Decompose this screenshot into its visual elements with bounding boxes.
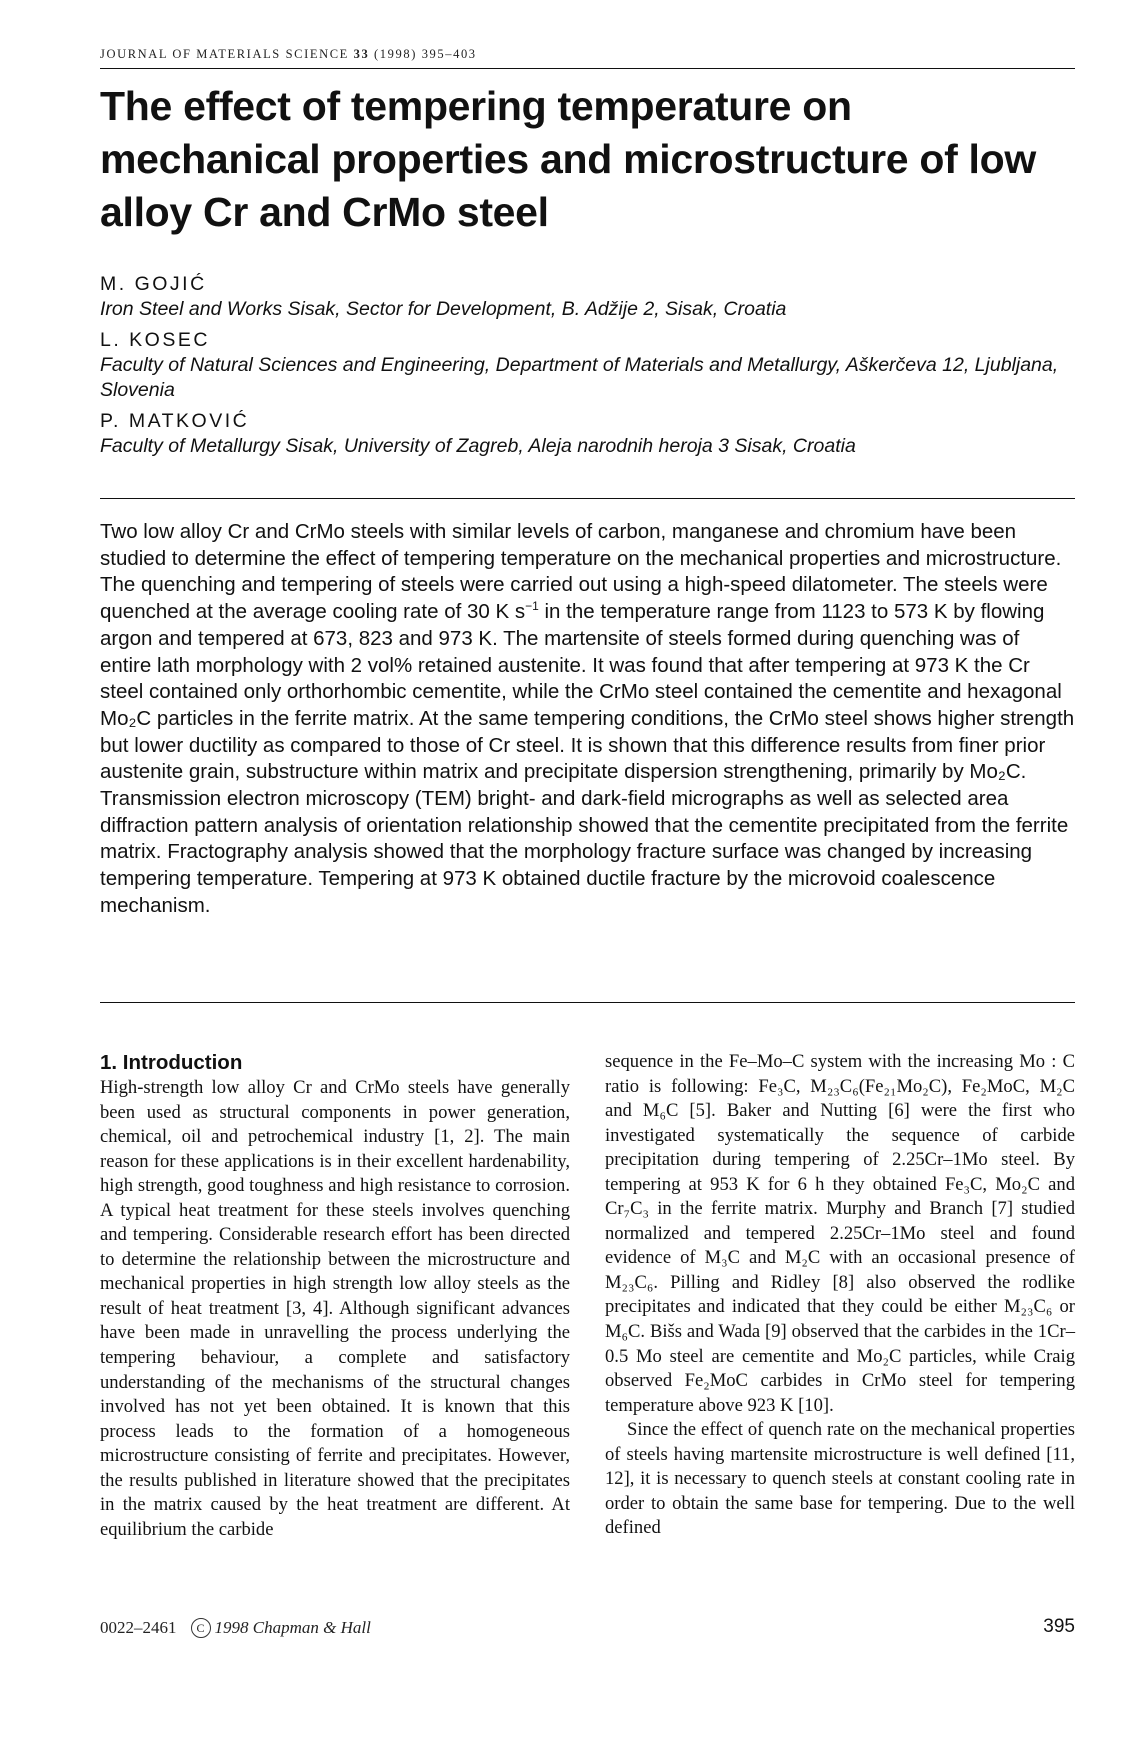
author-name: P. MATKOVIĆ	[100, 410, 250, 432]
author-name: M. GOJIĆ	[100, 273, 207, 295]
author-affiliation: Faculty of Metallurgy Sisak, University of Zagreb, Aleja narodnih heroja 3 Sisak, Croatia	[100, 435, 856, 457]
header-divider	[100, 68, 1075, 69]
abstract-superscript: −1	[525, 599, 539, 614]
author-block	[100, 272, 1075, 459]
issn: 0022–2461	[100, 1618, 177, 1637]
journal-volume: 33	[353, 47, 370, 61]
copyright-icon: C	[191, 1618, 211, 1638]
section-heading: 1. Introduction	[100, 1051, 243, 1074]
journal-year-pages: (1998) 395–403	[374, 47, 477, 61]
page-number: 395	[1043, 1616, 1075, 1637]
author-affiliation: Iron Steel and Works Sisak, Sector for Development, B. Adžije 2, Sisak, Croatia	[100, 298, 787, 320]
right-column	[605, 1050, 1075, 1541]
paper-title: The effect of tempering temperature on mechanical properties and microstructure of low alloy Cr and CrMo steel	[100, 83, 1036, 235]
body-paragraph: sequence in the Fe–Mo–C system with the increasing Mo : C ratio is following: Fe₃C, M₂₃C₆(Fe₂₁Mo₂C), Fe₂MoC, M₂C and M₆C [5]. Baker and Nutting [6] were the first who investigated systematically the sequence of carbide precipitation during tempering of 2.25Cr–1Mo steel. By tempering at 953 K for 6 h they obtained Fe₃C, Mo₂C and Cr₇C₃ in the ferrite matrix. Murphy and Branch [7] studied normalized and tempered 2.25Cr–1Mo steel and found evidence of M₃C and M₂C with an occasional presence of M₂₃C₆. Pilling and Ridley [8] also observed the rodlike precipitates and indicated that they could be either M₂₃C₆ or M₆C. Bišs and Wada [9] observed that the carbides in the 1Cr–0.5 Mo steel are cementite and Mo₂C particles, while Craig observed Fe₂MoC carbides in CrMo steel for tempering temperature above 923 K [10].	[605, 1051, 1075, 1416]
author-affiliation: Faculty of Natural Sciences and Engineering, Department of Materials and Metallurgy, Aškerčeva 12, Ljubljana, Slovenia	[100, 354, 1059, 401]
left-column	[100, 1050, 570, 1542]
publisher: 1998 Chapman & Hall	[214, 1618, 371, 1637]
body-paragraph: High-strength low alloy Cr and CrMo steels have generally been used as structural components in power generation, chemical, oil and petrochemical industry [1, 2]. The main reason for these applications is in their excellent hardenability, high strength, good toughness and high resistance to corrosion. A typical heat treatment for these steels involves quenching and tempering. Considerable research effort has been directed to determine the relationship between the microstructure and mechanical properties in high strength low alloy steels as the result of heat treatment [3, 4]. Although significant advances have been made in unravelling the process underlying the tempering behaviour, a complete and satisfactory understanding of the mechanisms of the structural changes involved has not yet been obtained. It is known that this process leads to the formation of a homogeneous microstructure consisting of ferrite and precipitates. However, the results published in literature showed that the precipitates in the matrix caused by the heat treatment are different. At equilibrium the carbide	[100, 1077, 570, 1540]
abstract-bottom-divider	[100, 1002, 1075, 1003]
body-paragraph: Since the effect of quench rate on the mechanical properties of steels having martensite microstructure is well defined [11, 12], it is necessary to quench steels at constant cooling rate in order to obtain the same base for tempering. Due to the well defined	[605, 1419, 1075, 1539]
body-columns	[100, 1050, 1075, 1590]
abstract-text-part-1: Two low alloy Cr and CrMo steels with similar levels of carbon, manganese and chromium have been studied to determine the effect of tempering temperature on the mechanical properties and microstructure. The quenching and tempering of steels were carried out using a high-speed dilatometer. The steels were quenched at the average cooling rate of 30 K s	[100, 520, 1062, 624]
abstract-text-part-2: in the temperature range from 1123 to 573 K by flowing argon and tempered at 673, 823 and 973 K. The martensite of steels formed during quenching was of entire lath morphology with 2 vol% retained austenite. It was found that after tempering at 973 K the Cr steel contained only orthorhombic cementite, while the CrMo steel contained the cementite and hexagonal Mo₂C particles in the ferrite matrix. At the same tempering conditions, the CrMo steel shows higher strength but lower ductility as compared to those of Cr steel. It is shown that this difference results from finer prior austenite grain, substructure within matrix and precipitate dispersion strengthening, primarily by Mo₂C. Transmission electron microscopy (TEM) bright- and dark-field micrographs as well as selected area diffraction pattern analysis of orientation relationship showed that the cementite precipitated from the ferrite matrix. Fractography analysis showed that the morphology fracture surface was changed by increasing tempering temperature. Tempering at 973 K obtained ductile fracture by the microvoid coalescence mechanism.	[100, 600, 1075, 917]
abstract-top-divider	[100, 498, 1075, 499]
footer-copyright	[100, 1618, 371, 1638]
author-name: L. KOSEC	[100, 329, 210, 351]
journal-name: JOURNAL OF MATERIALS SCIENCE	[100, 47, 349, 61]
paper-page	[100, 0, 1075, 1757]
abstract	[100, 519, 1075, 920]
running-head	[100, 47, 477, 62]
